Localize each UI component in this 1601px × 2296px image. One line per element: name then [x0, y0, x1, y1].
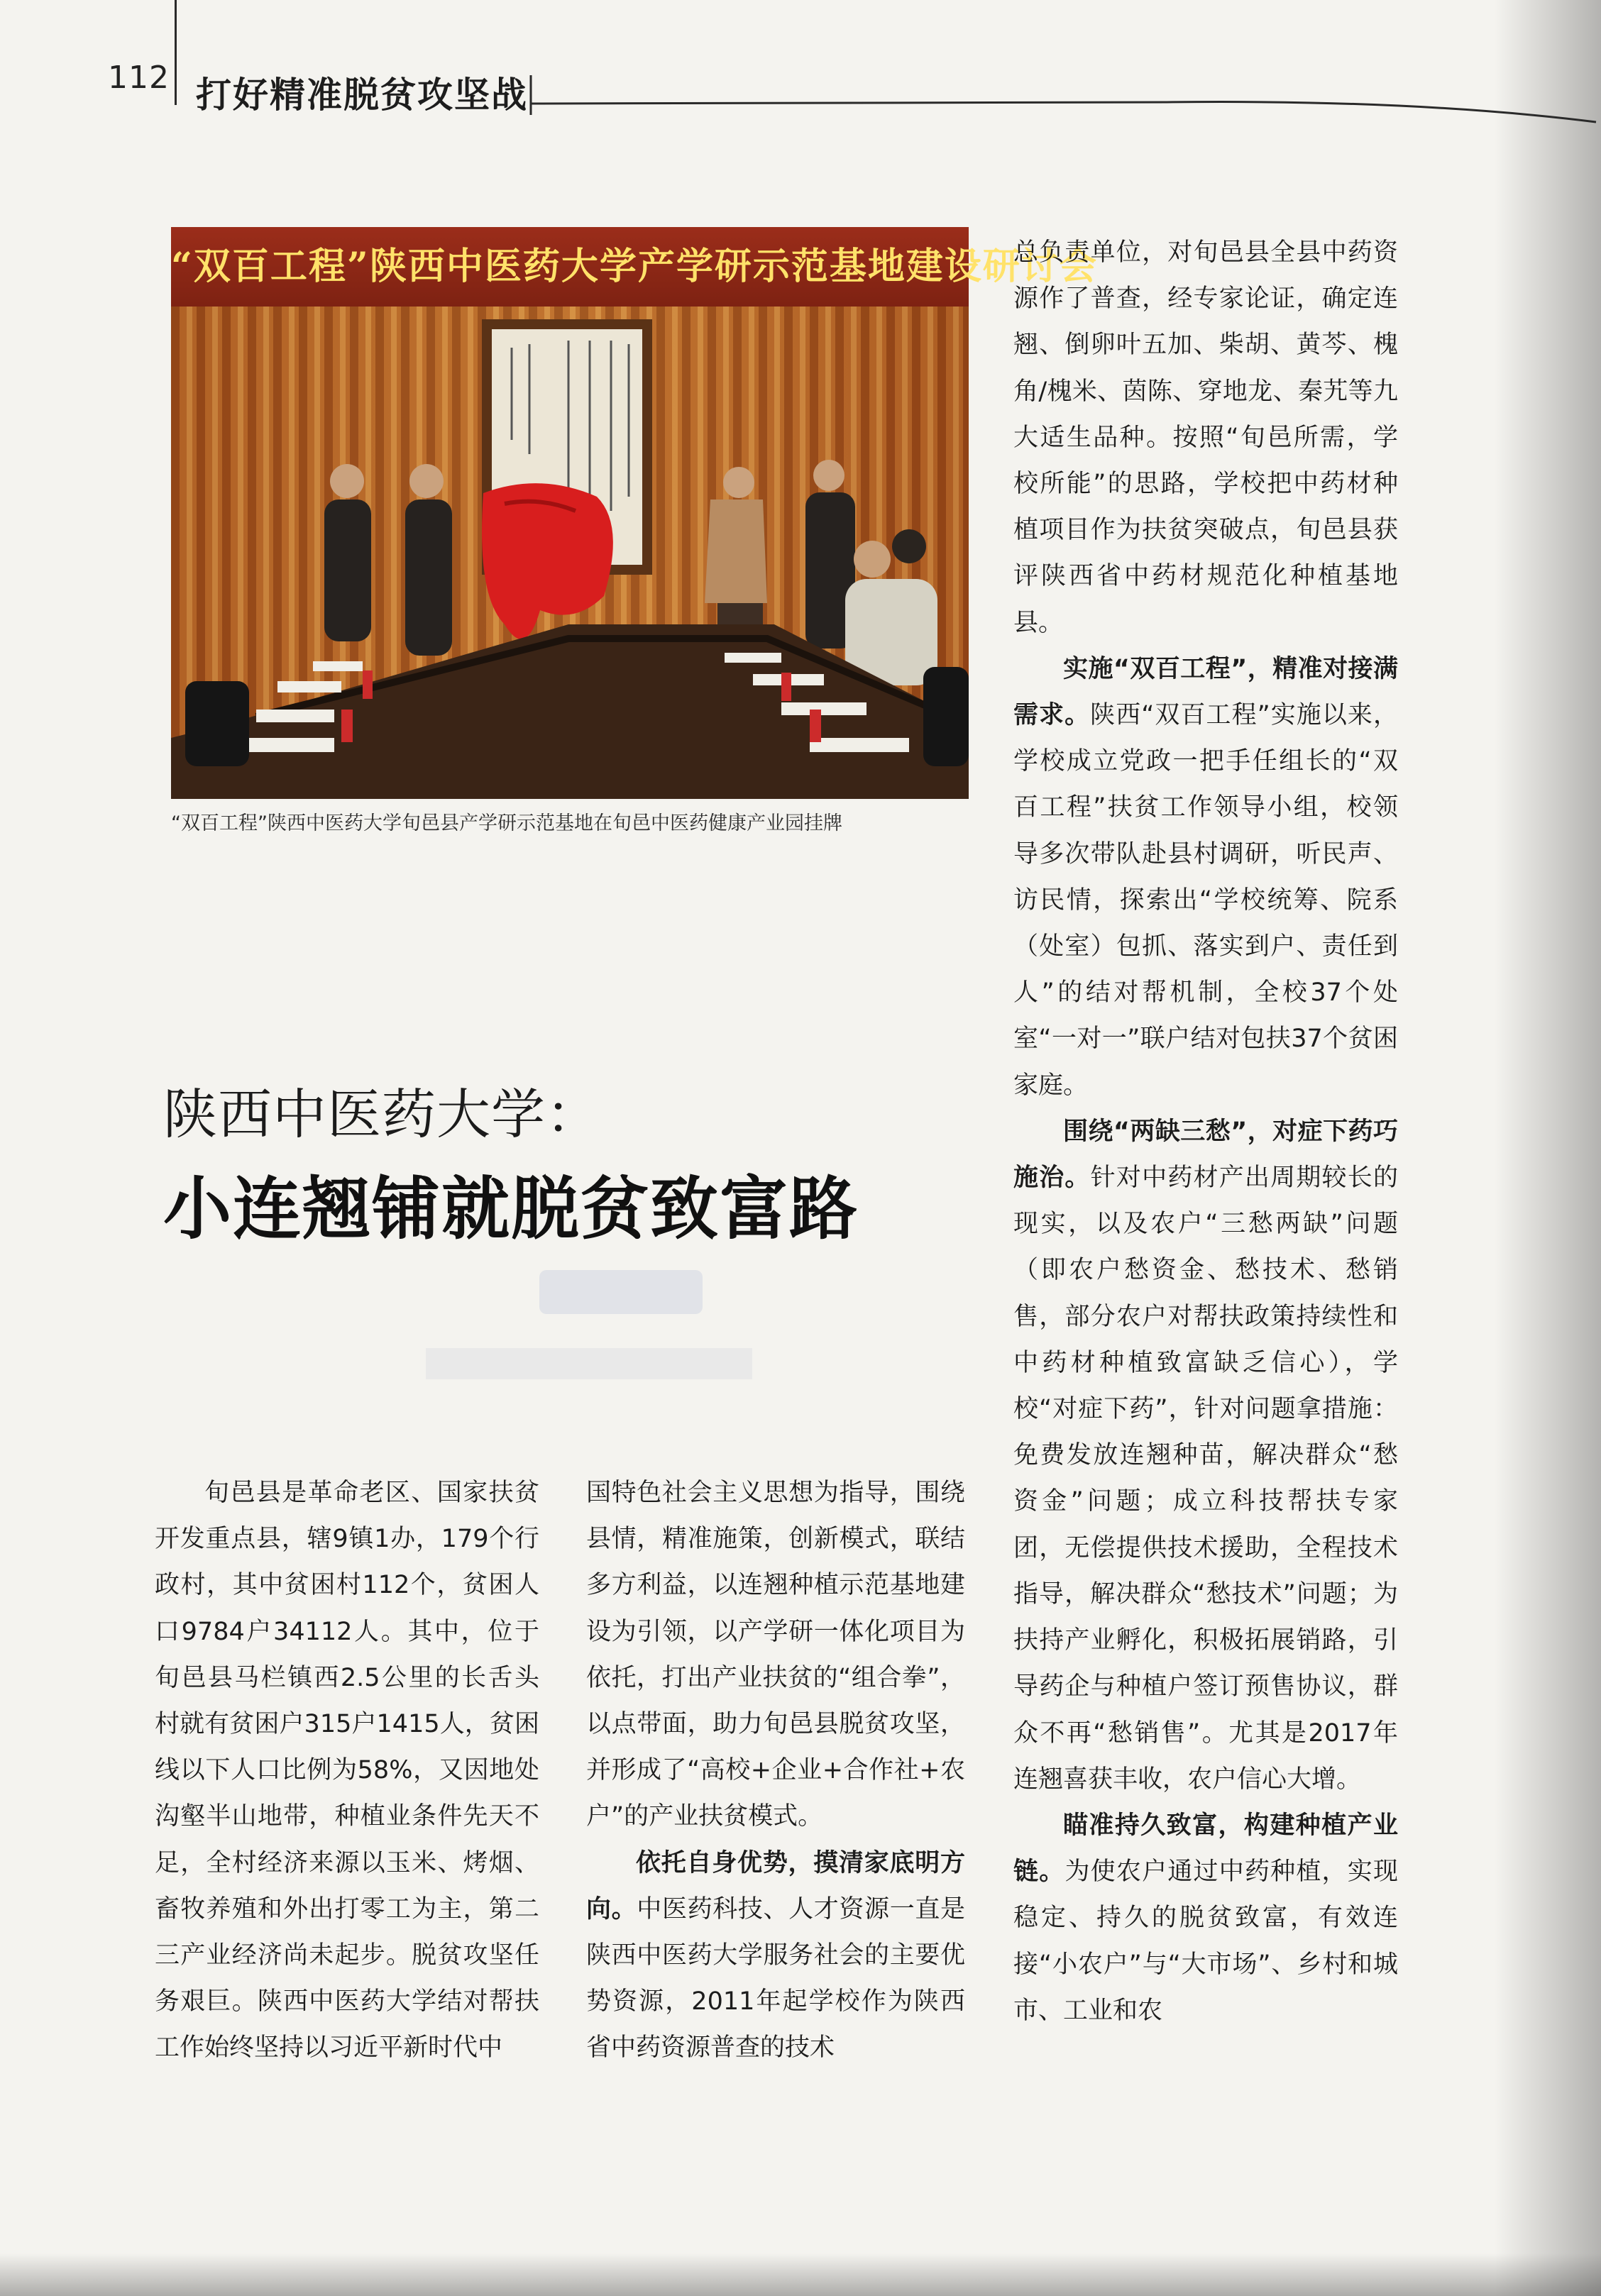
- paragraph: [1013, 1109, 1398, 1803]
- section-heading: 围绕“两缺三愁”，对症下药巧施治。: [1013, 1117, 1398, 1193]
- paragraph: [586, 1840, 965, 2072]
- running-title: 打好精准脱贫攻坚战: [196, 74, 528, 116]
- section-heading: 实施“双百工程”，精准对接满需求。: [1013, 654, 1398, 730]
- text-column-2: [586, 1470, 965, 2072]
- photo-banner: “双百工程”陕西中医药大学产学研示范基地建设研讨会: [171, 227, 969, 307]
- page-edge-shadow: [1495, 0, 1601, 2296]
- paragraph-text: 针对中药材产出周期较长的现实，以及农户“三愁两缺”问题（即农户愁资金、愁技术、愁销售，部分农户对帮扶政策持续性和中药材种植致富缺乏信心），学校“对症下药”，针对问题拿措施：免费发放连翘种苗，解决群众“愁资金”问题；成立科技帮扶专家团，无偿提供技术援助，全程技术指导，解决群众“愁技术”问题；为扶持产业孵化，积极拓展销路，引导药企与种植户签订预售协议，群众不再“愁销售”。尤其是2017年连翘喜获丰收，农户信心大增。: [1013, 1164, 1398, 1794]
- header-rule: [528, 72, 1601, 129]
- text-column-3: [1013, 230, 1398, 2034]
- paragraph-text: 陕西“双百工程”实施以来，学校成立党政一把手任组长的“双百工程”扶贫工作领导小组，校领导多次带队赴县村调研，听民声、访民情，探索出“学校统筹、院系（处室）包抓、落实到户、责任到人”的结对帮机制，全校37个处室“一对一”联户结对包扶37个贫困家庭。: [1013, 701, 1398, 1100]
- section-heading: 依托自身优势，摸清家底明方向。: [586, 1848, 965, 1924]
- paragraph: [1013, 646, 1398, 1109]
- paragraph-text: 中医药科技、人才资源一直是陕西中医药大学服务社会的主要优势资源，2011年起学校作为陕西省中药资源普查的技术: [586, 1894, 965, 2063]
- unveiling-ceremony-photo: [171, 227, 1098, 799]
- photo-scene: [171, 227, 969, 799]
- paragraph: [1013, 1803, 1398, 2034]
- page-bottom-shadow: [0, 2253, 1601, 2296]
- article-subtitle: 小连翘铺就脱贫致富路: [163, 1169, 859, 1249]
- faint-background-mark: [426, 1348, 752, 1379]
- page-number: 112: [108, 60, 170, 96]
- article-title: 陕西中医药大学：: [163, 1083, 600, 1146]
- photo-caption: “双百工程”陕西中医药大学旬邑县产学研示范基地在旬邑中医药健康产业园挂牌: [171, 812, 842, 834]
- paragraph: 国特色社会主义思想为指导，围绕县情，精准施策，创新模式，联结多方利益，以连翘种植示范基地建设为引领，以产学研一体化项目为依托，打出产业扶贫的“组合拳”，以点带面，助力旬邑县脱贫攻坚，并形成了“高校+企业+合作社+农户”的产业扶贫模式。: [586, 1479, 965, 1831]
- section-heading: 瞄准持久致富，构建种植产业链。: [1013, 1811, 1398, 1887]
- paragraph: 旬邑县是革命老区、国家扶贫开发重点县，辖9镇1办，179个行政村，其中贫困村112个，贫困人口9784户34112人。其中，位于旬邑县马栏镇西2.5公里的长舌头村就有贫困户315户1415人，贫困线以下人口比例为58%，又因地处沟壑半山地带，种植业条件先天不足，全村经济来源以玉米、烤烟、畜牧养殖和外出打零工为主，第二三产业经济尚未起步。脱贫攻坚任务艰巨。陕西中医药大学结对帮扶工作始终坚持以习近平新时代中: [155, 1479, 539, 2063]
- header-divider: [175, 0, 177, 105]
- faint-background-mark: [539, 1270, 703, 1314]
- paragraph: 总负责单位，对旬邑县全县中药资源作了普查，经专家论证，确定连翘、倒卵叶五加、柴胡、黄芩、槐角/槐米、茵陈、穿地龙、秦艽等九大适生品种。按照“旬邑所需，学校所能”的思路，学校把中药材种植项目作为扶贫突破点，旬邑县获评陕西省中药材规范化种植基地县。: [1013, 238, 1398, 637]
- text-column-1: [155, 1470, 539, 2072]
- paragraph-text: 为使农户通过中药种植，实现稳定、持久的脱贫致富，有效连接“小农户”与“大市场”、乡村和城市、工业和农: [1013, 1858, 1398, 2025]
